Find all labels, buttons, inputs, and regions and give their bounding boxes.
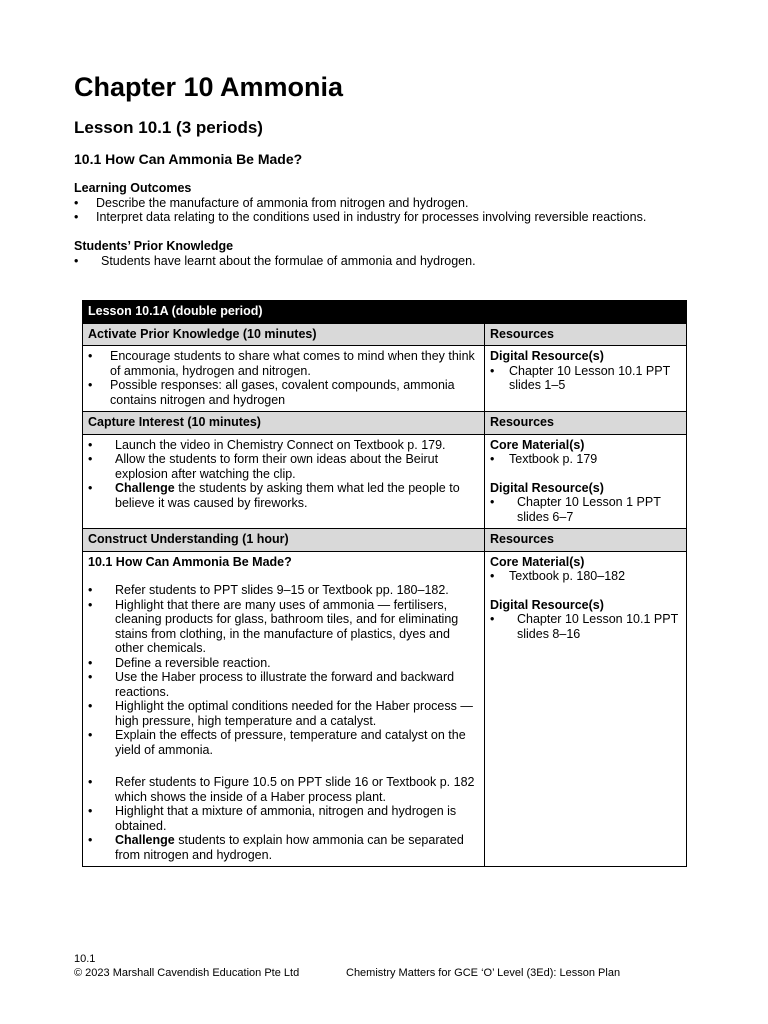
- challenge-label: Challenge: [115, 833, 175, 847]
- activities-cell: [83, 346, 485, 412]
- prior-knowledge: [74, 239, 714, 268]
- list-item: • Describe the manufacture of ammonia from nitrogen and hydrogen.: [74, 196, 714, 211]
- book-title: Chemistry Matters for GCE ‘O’ Level (3Ed): Lesson Plan: [346, 967, 621, 979]
- list-item: • Refer students to Figure 10.5 on PPT slide 16 or Textbook p. 182 which shows the inside of a Haber process plant.: [88, 775, 479, 804]
- list-item: • Possible responses: all gases, covalent compounds, ammonia contains nitrogen and hydrogen: [88, 378, 479, 407]
- resources-header: Resources: [485, 412, 687, 435]
- list-item: • Textbook p. 180–182: [490, 569, 681, 584]
- list-item: • Launch the video in Chemistry Connect on Textbook p. 179.: [88, 438, 479, 453]
- resource-title: Digital Resource(s): [490, 480, 604, 495]
- resource-title: Core Material(s): [490, 554, 585, 569]
- activities-cell: [83, 434, 485, 529]
- resources-cell: [485, 551, 687, 867]
- list-item: • Define a reversible reaction.: [88, 656, 479, 671]
- learning-outcomes-heading: Learning Outcomes: [74, 181, 192, 195]
- list-item: • Explain the effects of pressure, temperature and catalyst on the yield of ammonia.: [88, 728, 479, 757]
- activities-cell: [83, 551, 485, 867]
- list-item: • Students have learnt about the formulae of ammonia and hydrogen.: [74, 254, 714, 269]
- table-row: [83, 551, 687, 867]
- list-item: • Chapter 10 Lesson 10.1 PPT slides 1–5: [490, 364, 681, 393]
- list-item: • Interpret data relating to the conditions used in industry for processes involving reversible reactions.: [74, 210, 714, 225]
- resources-header: Resources: [485, 323, 687, 346]
- list-item: • Highlight that there are many uses of ammonia — fertilisers, cleaning products for glass, bathroom tiles, and for eliminating stains from clothing, in the manufacture of plastics, dyes and other chemicals.: [88, 598, 479, 656]
- list-item: • Highlight that a mixture of ammonia, nitrogen and hydrogen is obtained.: [88, 804, 479, 833]
- list-item: • Chapter 10 Lesson 10.1 PPT slides 8–16: [490, 612, 681, 641]
- table-header: Lesson 10.1A (double period): [83, 301, 687, 324]
- list-item: • Highlight the optimal conditions needed for the Haber process — high pressure, high temperature and a catalyst.: [88, 699, 479, 728]
- learning-outcomes: [74, 181, 714, 225]
- section-header-activate: Activate Prior Knowledge (10 minutes): [83, 323, 485, 346]
- lesson-table: [82, 300, 687, 867]
- list-item: • Allow the students to form their own ideas about the Beirut explosion after watching the clip.: [88, 452, 479, 481]
- section-header-capture: Capture Interest (10 minutes): [83, 412, 485, 435]
- prior-knowledge-heading: Students’ Prior Knowledge: [74, 239, 234, 253]
- list-item: • Textbook p. 179: [490, 452, 681, 467]
- lesson-title: Lesson 10.1 (3 periods): [74, 118, 263, 137]
- activity-subheading: 10.1 How Can Ammonia Be Made?: [88, 554, 292, 569]
- page-number: 10.1: [74, 953, 96, 965]
- list-item: • Challenge students to explain how ammonia can be separated from nitrogen and hydrogen.: [88, 833, 479, 862]
- table-row: [83, 346, 687, 412]
- resources-header: Resources: [485, 529, 687, 552]
- challenge-label: Challenge: [115, 481, 175, 495]
- list-item: • Chapter 10 Lesson 1 PPT slides 6–7: [490, 495, 681, 524]
- resources-cell: [485, 346, 687, 412]
- list-item: • Encourage students to share what comes to mind when they think of ammonia, hydrogen and nitrogen.: [88, 349, 479, 378]
- chapter-title: Chapter 10 Ammonia: [74, 72, 344, 102]
- section-header-construct: Construct Understanding (1 hour): [83, 529, 485, 552]
- section-title: 10.1 How Can Ammonia Be Made?: [74, 151, 303, 167]
- resource-title: Digital Resource(s): [490, 349, 604, 363]
- list-item: • Challenge the students by asking them what led the people to believe it was caused by fireworks.: [88, 481, 479, 510]
- resource-title: Digital Resource(s): [490, 597, 604, 612]
- resources-cell: [485, 434, 687, 529]
- list-item: • Refer students to PPT slides 9–15 or Textbook pp. 180–182.: [88, 583, 479, 598]
- list-item: • Use the Haber process to illustrate the forward and backward reactions.: [88, 670, 479, 699]
- table-row: [83, 434, 687, 529]
- copyright: © 2023 Marshall Cavendish Education Pte Ltd: [74, 967, 300, 979]
- resource-title: Core Material(s): [490, 437, 585, 452]
